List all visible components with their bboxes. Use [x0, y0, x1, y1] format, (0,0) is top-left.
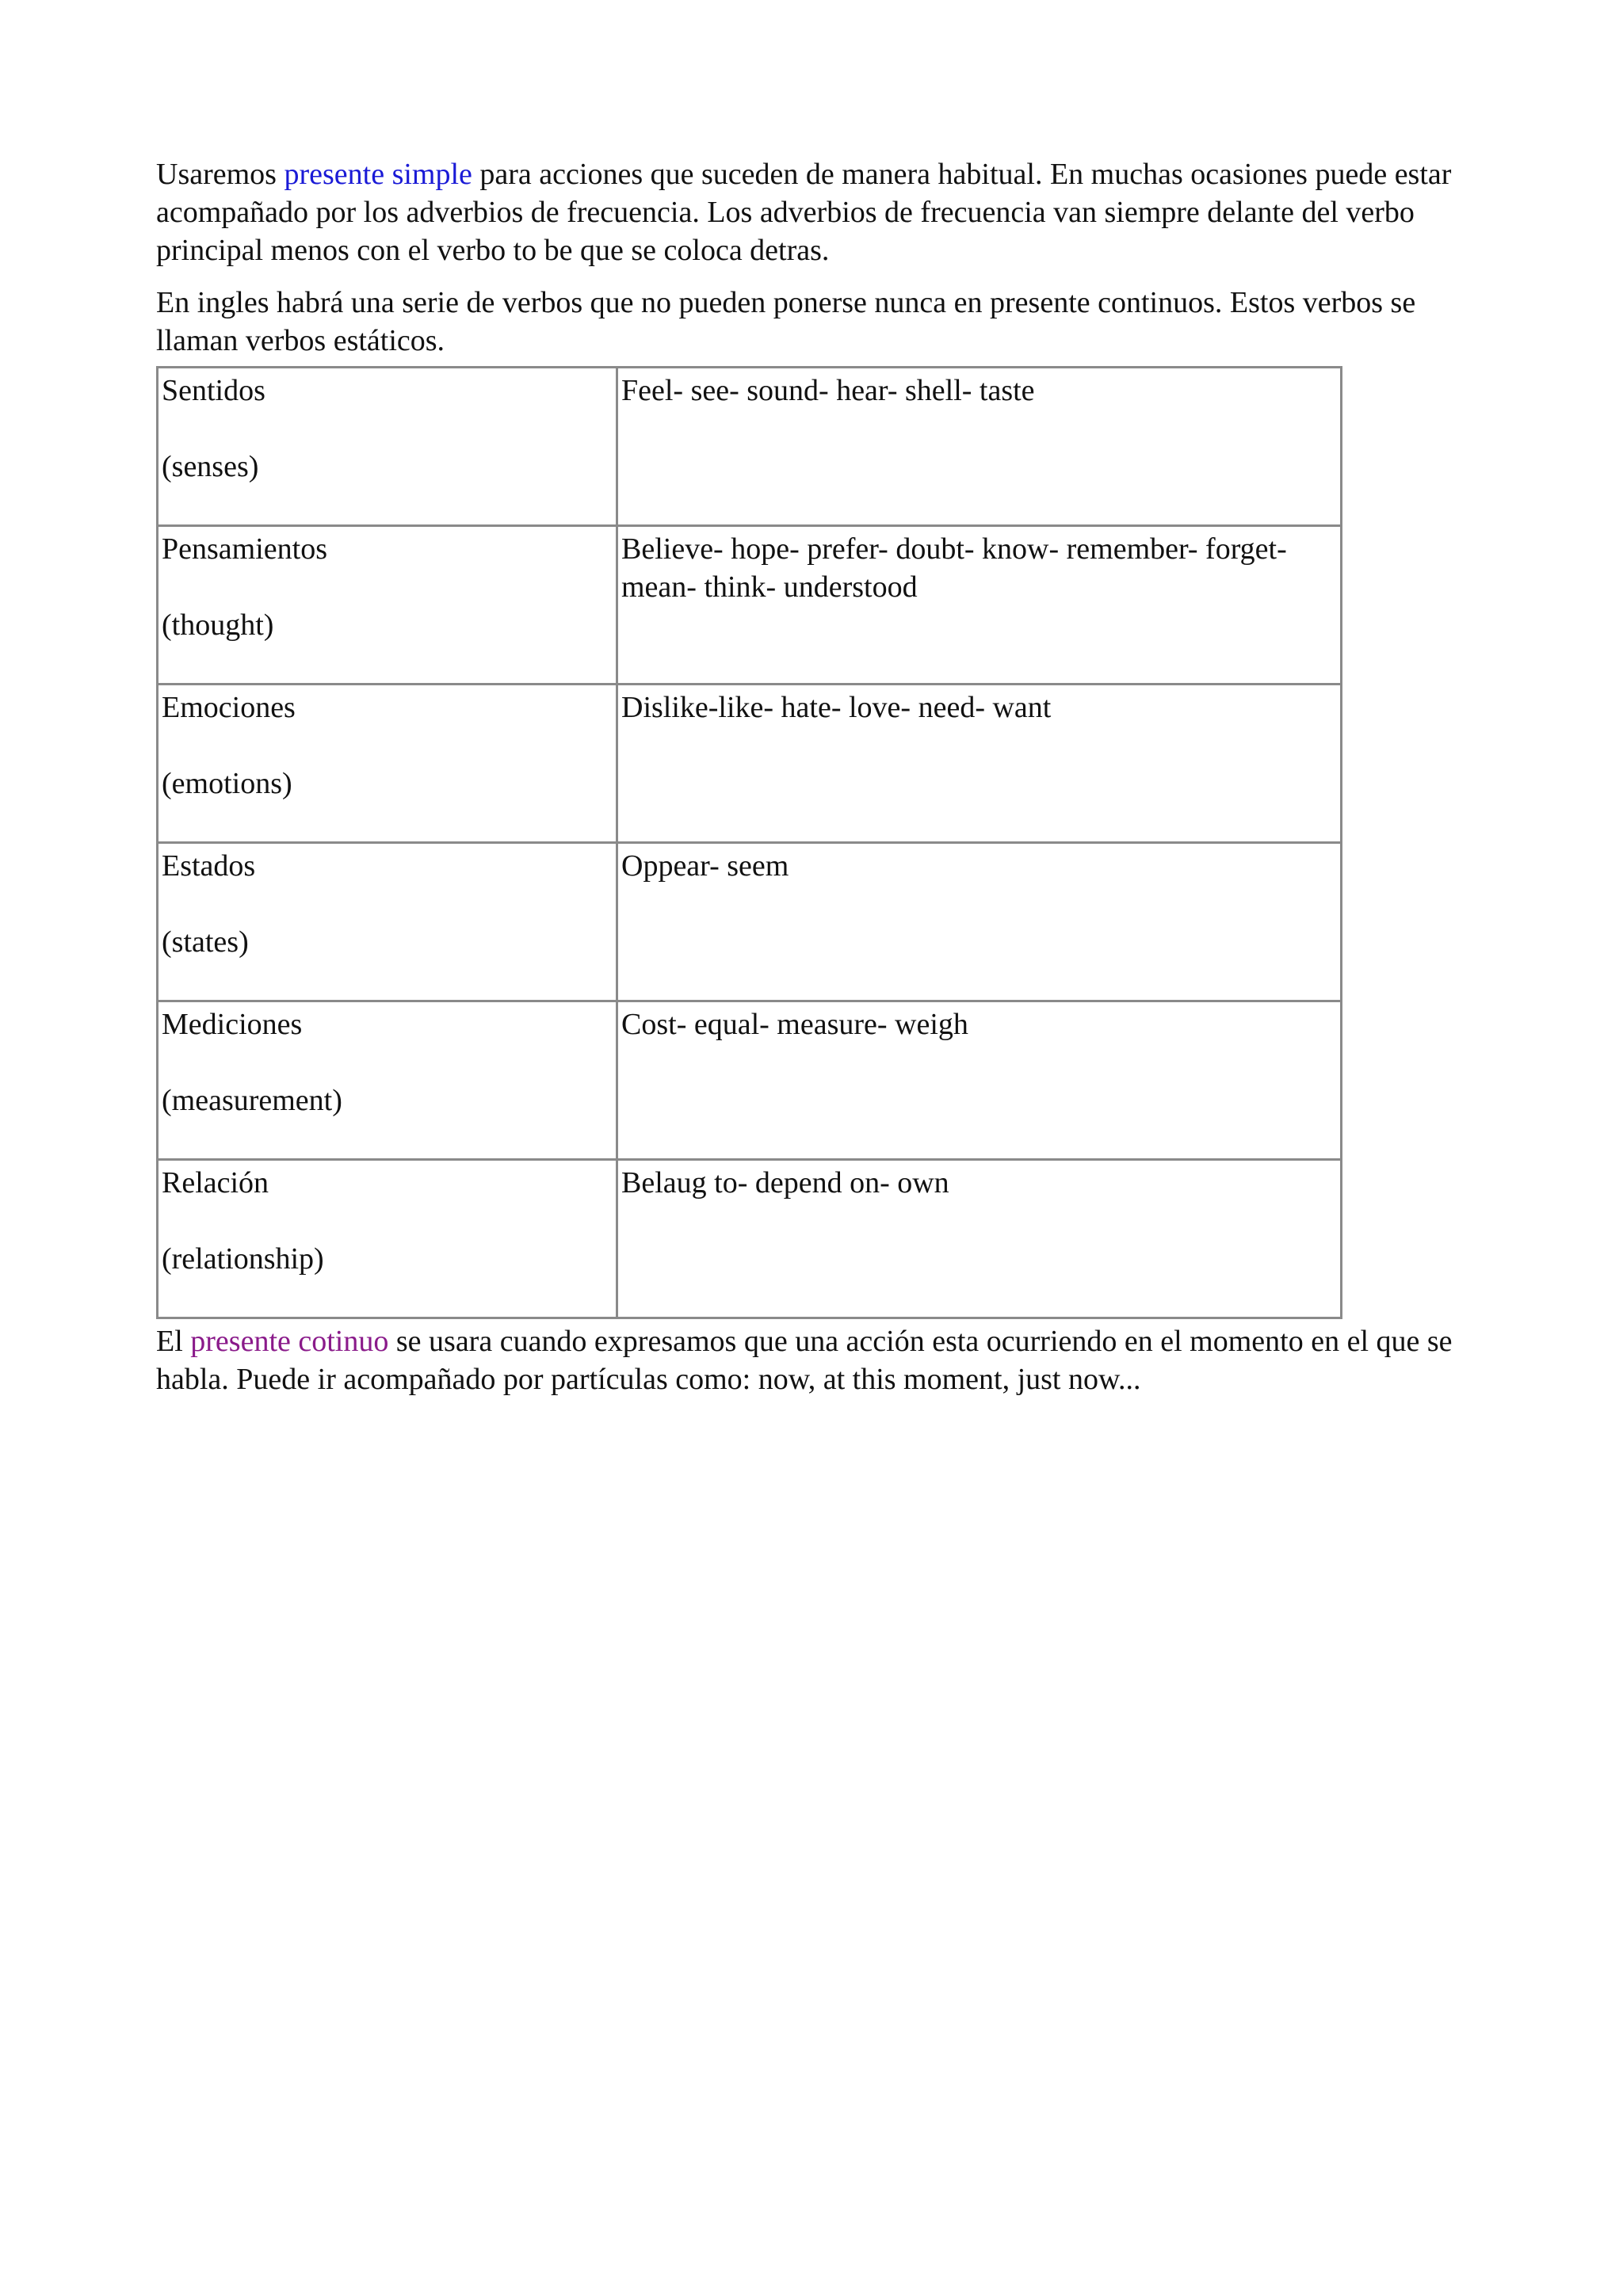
table-row — [158, 368, 1342, 526]
verbs-cell: Believe- hope- prefer- doubt- know- remember- forget- mean- think- understood — [617, 526, 1342, 685]
presente-continuo-term: presente cotinuo — [190, 1325, 389, 1358]
category-en: (senses) — [162, 450, 259, 483]
verbs-cell: Belaug to- depend on- own — [617, 1160, 1342, 1318]
category-es: Relación — [162, 1166, 269, 1199]
category-cell — [158, 526, 617, 685]
category-cell — [158, 1001, 617, 1160]
verbs-cell: Feel- see- sound- hear- shell- taste — [617, 368, 1342, 526]
intro-paragraph-1 — [156, 155, 1472, 269]
table-row — [158, 526, 1342, 685]
category-es: Sentidos — [162, 374, 265, 407]
category-es: Mediciones — [162, 1008, 303, 1041]
table-row — [158, 1001, 1342, 1160]
category-en: (thought) — [162, 608, 274, 642]
intro-p1-before: Usaremos — [156, 158, 285, 191]
category-cell — [158, 843, 617, 1001]
intro-paragraph-2: En ingles habrá una serie de verbos que no pueden ponerse nunca en presente continuos. Estos verbos se llaman verbos estáticos. — [156, 286, 1416, 357]
outro-after: se usara cuando expresamos que una acción esta ocurriendo en el momento en el que se habla. Puede ir acompañado por partículas como: now, at this moment, just now... — [156, 1325, 1453, 1396]
category-es: Estados — [162, 849, 256, 883]
category-en: (states) — [162, 925, 249, 959]
category-cell — [158, 685, 617, 843]
outro-before: El — [156, 1325, 191, 1358]
category-en: (relationship) — [162, 1242, 324, 1276]
table-row — [158, 843, 1342, 1001]
table-row — [158, 685, 1342, 843]
stative-verbs-table — [156, 366, 1342, 1319]
category-en: (emotions) — [162, 767, 292, 800]
presente-simple-term: presente simple — [284, 158, 472, 191]
category-cell — [158, 1160, 617, 1318]
verbs-cell: Oppear- seem — [617, 843, 1342, 1001]
outro-paragraph — [156, 1322, 1472, 1398]
document-page — [156, 155, 1472, 1398]
category-es: Emociones — [162, 691, 296, 724]
category-en: (measurement) — [162, 1084, 342, 1117]
intro-p1-after: para acciones que suceden de manera habitual. En muchas ocasiones puede estar acompañado por los adverbios de frecuencia. Los adverbios de frecuencia van siempre delante del verbo principal menos con el verbo to be que se coloca detras. — [156, 158, 1452, 267]
table-row — [158, 1160, 1342, 1318]
verbs-cell: Dislike-like- hate- love- need- want — [617, 685, 1342, 843]
category-es: Pensamientos — [162, 532, 327, 566]
verbs-cell: Cost- equal- measure- weigh — [617, 1001, 1342, 1160]
category-cell — [158, 368, 617, 526]
